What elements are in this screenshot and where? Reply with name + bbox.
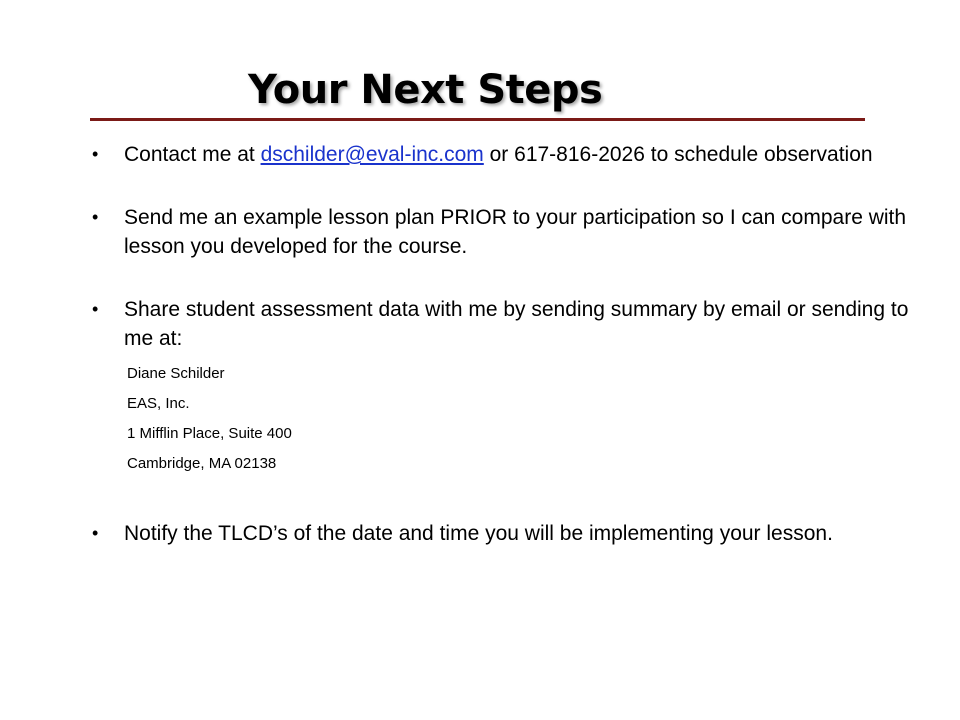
bullet-notify-tlcd <box>92 519 920 548</box>
address-street: 1 Mifflin Place, Suite 400 <box>127 425 292 442</box>
bullet-dot-icon: • <box>92 207 99 227</box>
slide-title: Your Next Steps <box>248 67 603 113</box>
bullet-dot-icon: • <box>92 299 99 319</box>
bullet-contact <box>92 140 920 169</box>
bullet-lesson-plan-text: Send me an example lesson plan PRIOR to your participation so I can compare with lesson you developed for the course. <box>124 206 907 258</box>
bullet-contact-prefix: Contact me at <box>124 143 261 166</box>
bullet-assessment-text: Share student assessment data with me by sending summary by email or sending to me at: <box>124 298 909 350</box>
bullet-assessment-data <box>92 295 920 479</box>
address-city: Cambridge, MA 02138 <box>127 455 277 472</box>
address-name: Diane Schilder <box>127 365 225 382</box>
bullet-dot-icon: • <box>92 523 99 543</box>
bullet-lesson-plan <box>92 203 920 261</box>
address-company: EAS, Inc. <box>127 395 190 412</box>
title-underline-rule <box>90 118 865 121</box>
mailing-address <box>124 359 920 479</box>
next-steps-list <box>92 140 920 548</box>
bullet-notify-text: Notify the TLCD’s of the date and time you will be implementing your lesson. <box>124 522 833 545</box>
email-link[interactable]: dschilder@eval-inc.com <box>260 143 484 166</box>
bullet-dot-icon: • <box>92 144 99 164</box>
bullet-contact-suffix: or 617-816-2026 to schedule observation <box>483 143 873 166</box>
